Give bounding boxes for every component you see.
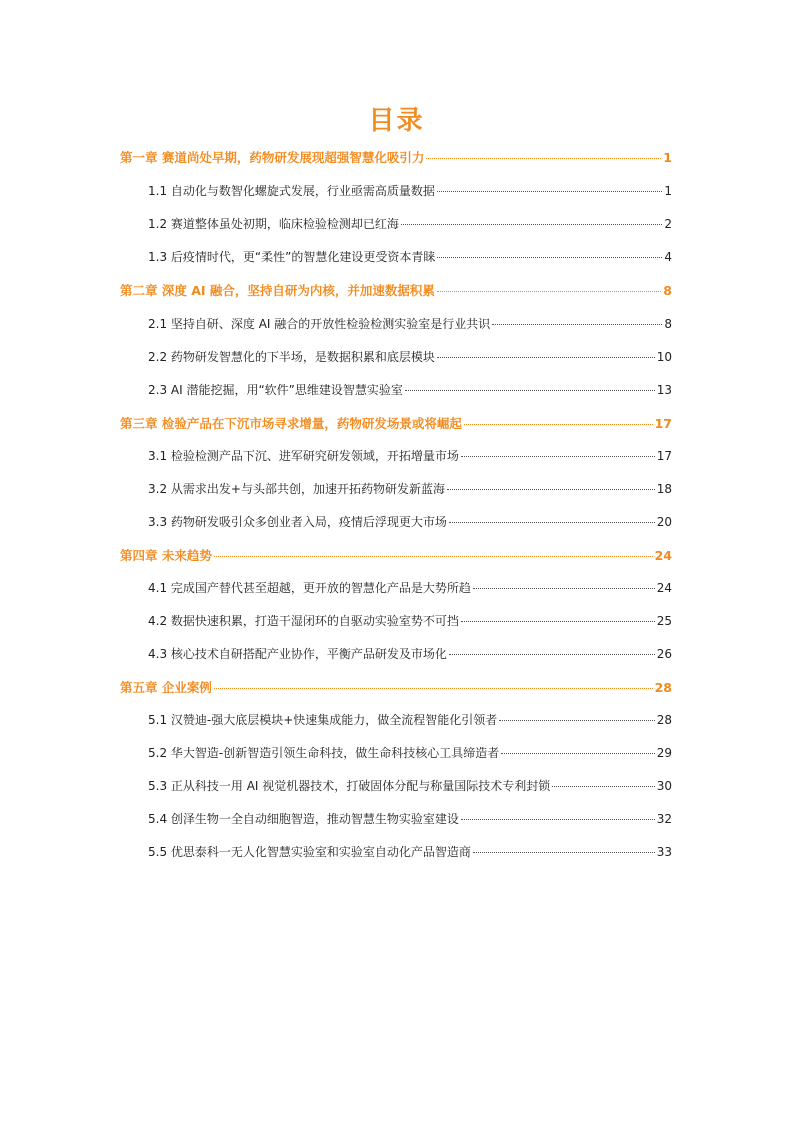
toc-page-number: 1 xyxy=(664,184,672,198)
dot-leader xyxy=(437,190,662,192)
toc-page-number: 33 xyxy=(656,845,672,859)
toc-section-5-4[interactable] xyxy=(120,810,672,827)
toc-entry-label: 2.3 AI 潜能挖掘，用“软件”思维建设智慧实验室 xyxy=(148,383,403,397)
toc-page-number: 8 xyxy=(663,283,672,298)
toc-entry-label: 1.1 自动化与数智化螺旋式发展，行业亟需高质量数据 xyxy=(148,184,435,198)
toc-title: 目录 xyxy=(368,106,425,136)
toc-chapter-4[interactable] xyxy=(120,546,672,564)
toc-section-5-1[interactable] xyxy=(120,711,672,728)
toc-chapter-3[interactable] xyxy=(120,414,672,432)
toc-entry-label: 5.3 正从科技一用 AI 视觉机器技术，打破固体分配与称量国际技术专利封锁 xyxy=(148,779,551,793)
dot-leader xyxy=(501,752,654,754)
dot-leader xyxy=(492,323,662,325)
dot-leader xyxy=(447,488,655,490)
dot-leader xyxy=(405,389,655,391)
toc-section-3-2[interactable] xyxy=(120,480,672,497)
toc-section-1-1[interactable] xyxy=(120,182,672,199)
toc-entry-label: 4.1 完成国产替代甚至超越，更开放的智慧化产品是大势所趋 xyxy=(148,581,471,595)
toc-entry-label: 5.5 优思泰科一无人化智慧实验室和实验室自动化产品智造商 xyxy=(148,845,471,859)
toc-entry-label: 第二章 深度 AI 融合，坚持自研为内核，并加速数据积累 xyxy=(120,283,435,298)
toc-page-number: 4 xyxy=(664,250,672,264)
toc-section-3-1[interactable] xyxy=(120,447,672,464)
dot-leader xyxy=(437,290,661,292)
toc-page-number: 13 xyxy=(656,383,672,397)
toc-section-2-2[interactable] xyxy=(120,348,672,365)
toc-page-number: 29 xyxy=(656,746,672,760)
toc-section-1-3[interactable] xyxy=(120,248,672,265)
toc-entry-label: 5.4 创泽生物一全自动细胞智造，推动智慧生物实验室建设 xyxy=(148,812,459,826)
toc-page-number: 18 xyxy=(656,482,672,496)
dot-leader xyxy=(461,818,655,820)
dot-leader xyxy=(461,455,655,457)
dot-leader xyxy=(449,653,655,655)
toc-chapter-2[interactable] xyxy=(120,281,672,299)
toc-entry-label: 第三章 检验产品在下沉市场寻求增量，药物研发场景或将崛起 xyxy=(120,416,462,431)
dot-leader xyxy=(449,521,655,523)
toc-section-4-1[interactable] xyxy=(120,579,672,596)
toc-page-number: 1 xyxy=(663,150,672,165)
toc-page-number: 2 xyxy=(664,217,672,231)
dot-leader xyxy=(214,555,653,557)
dot-leader xyxy=(437,356,655,358)
dot-leader xyxy=(461,620,655,622)
dot-leader xyxy=(552,785,654,787)
toc-page-number: 32 xyxy=(656,812,672,826)
toc-section-5-2[interactable] xyxy=(120,744,672,761)
toc-page-number: 28 xyxy=(656,713,672,727)
toc-section-4-3[interactable] xyxy=(120,645,672,662)
toc-entry-label: 4.2 数据快速积累，打造干湿闭环的自驱动实验室势不可挡 xyxy=(148,614,459,628)
dot-leader xyxy=(426,157,661,159)
toc-entry-label: 3.1 检验检测产品下沉、进军研究研发领域，开拓增量市场 xyxy=(148,449,459,463)
dot-leader xyxy=(473,587,655,589)
toc-page-number: 24 xyxy=(654,548,672,563)
dot-leader xyxy=(401,223,662,225)
toc-section-4-2[interactable] xyxy=(120,612,672,629)
toc-page-number: 17 xyxy=(654,416,672,431)
toc-entry-label: 1.3 后疫情时代，更“柔性”的智慧化建设更受资本青睐 xyxy=(148,250,436,264)
toc-page-number: 10 xyxy=(656,350,672,364)
toc-section-5-3[interactable] xyxy=(120,777,672,794)
toc-entry-label: 2.1 坚持自研、深度 AI 融合的开放性检验检测实验室是行业共识 xyxy=(148,317,491,331)
toc-page-number: 26 xyxy=(656,647,672,661)
toc-entry-label: 4.3 核心技术自研搭配产业协作，平衡产品研发及市场化 xyxy=(148,647,447,661)
dot-leader xyxy=(499,719,654,721)
toc-section-2-3[interactable] xyxy=(120,381,672,398)
dot-leader xyxy=(437,256,662,258)
toc-entry-label: 第一章 赛道尚处早期，药物研发展现超强智慧化吸引力 xyxy=(120,150,425,165)
toc-entry-label: 第五章 企业案例 xyxy=(120,680,212,695)
toc-page-number: 25 xyxy=(656,614,672,628)
toc-page-number: 28 xyxy=(654,680,672,695)
toc-entry-label: 5.1 汉赞迪-强大底层模块+快速集成能力，做全流程智能化引领者 xyxy=(148,713,498,727)
toc-page-number: 24 xyxy=(656,581,672,595)
toc-chapter-5[interactable] xyxy=(120,678,672,696)
toc-entry-label: 2.2 药物研发智慧化的下半场，是数据积累和底层模块 xyxy=(148,350,435,364)
toc-entry-label: 3.2 从需求出发+与头部共创，加速开拓药物研发新蓝海 xyxy=(148,482,445,496)
toc-page-number: 20 xyxy=(656,515,672,529)
dot-leader xyxy=(464,423,653,425)
dot-leader xyxy=(214,687,653,689)
toc-chapter-1[interactable] xyxy=(120,148,672,166)
toc-entry-label: 5.2 华大智造-创新智造引领生命科技，做生命科技核心工具缔造者 xyxy=(148,746,500,760)
toc-entry-label: 1.2 赛道整体虽处初期，临床检验检测却已红海 xyxy=(148,217,399,231)
toc-section-2-1[interactable] xyxy=(120,315,672,332)
dot-leader xyxy=(473,851,655,853)
toc-section-1-2[interactable] xyxy=(120,215,672,232)
toc-page-number: 17 xyxy=(656,449,672,463)
toc-section-5-5[interactable] xyxy=(120,843,672,860)
toc-page-number: 30 xyxy=(656,779,672,793)
toc-entry-label: 第四章 未来趋势 xyxy=(120,548,212,563)
toc-section-3-3[interactable] xyxy=(120,513,672,530)
toc-page-number: 8 xyxy=(664,317,672,331)
toc-entry-label: 3.3 药物研发吸引众多创业者入局，疫情后浮现更大市场 xyxy=(148,515,447,529)
